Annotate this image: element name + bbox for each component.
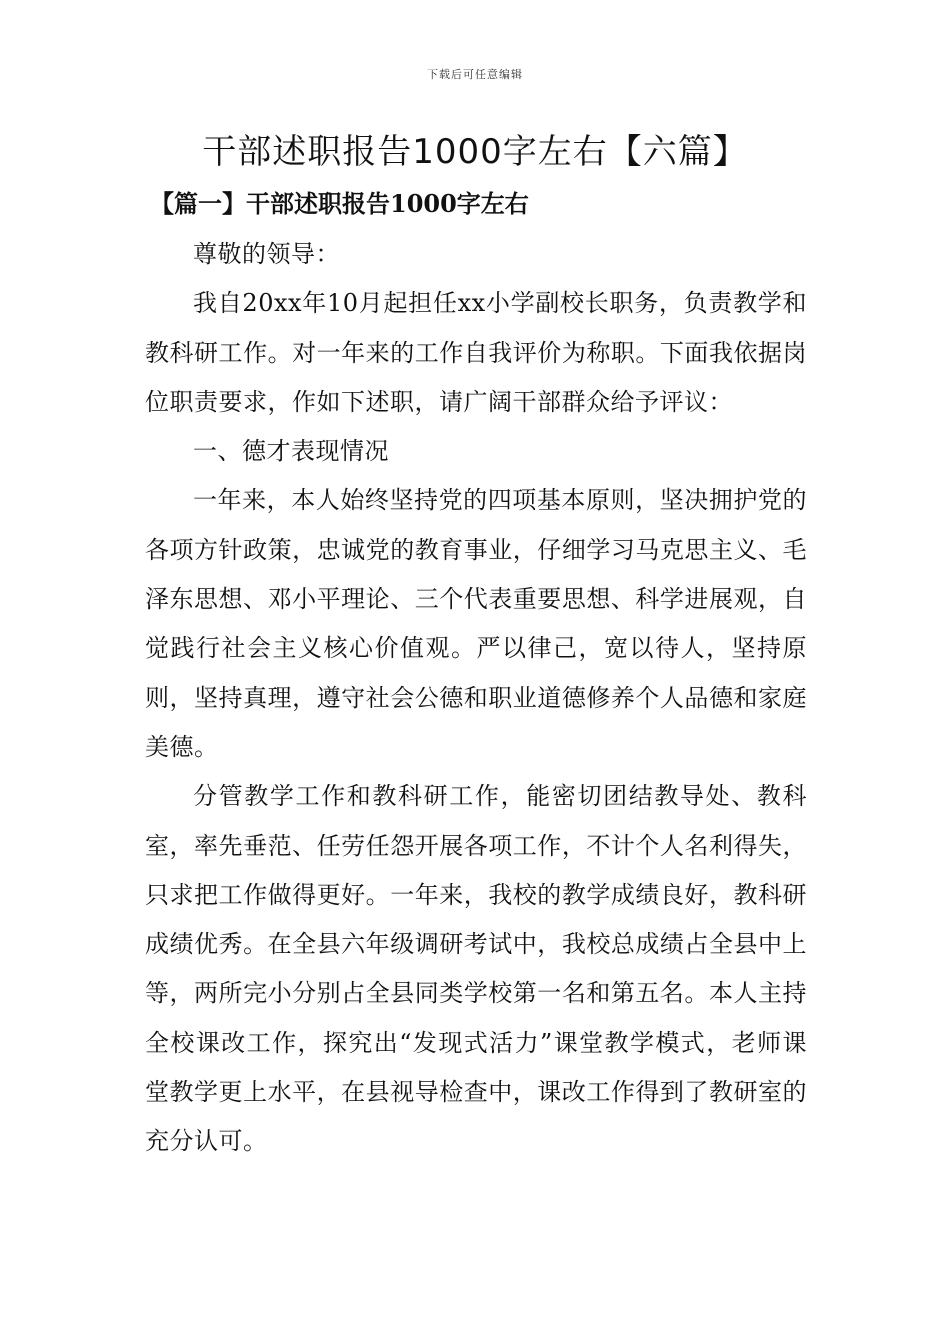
section-heading: 【篇一】干部述职报告1000字左右 [150,189,529,218]
salutation: 尊敬的领导： [193,240,340,268]
document-title: 干部述职报告1000字左右【六篇】 [202,132,748,172]
header-note: 下载后可任意编辑 [427,68,523,81]
subheading-character: 一、德才表现情况 [193,437,389,466]
paragraph-character: 一年来，本人始终坚持党的四项基本原则，坚决拥护党的各项方针政策，忠诚党的教育事业，仔细学习马克思主义、毛泽东思想、邓小平理论、三个代表重要思想、科学进展观，自觉践行社会主义核心价值观。严以律己，宽以待人，坚持原则，坚持真理，遵守社会公德和职业道德修养个人品德和家庭美德。 [145,486,807,761]
paragraph-work: 分管教学工作和教科研工作，能密切团结教导处、教科室，率先垂范、任劳任怨开展各项工作，不计个人名利得失，只求把工作做得更好。一年来，我校的教学成绩良好，教科研成绩优秀。在全县六年级调研考试中，我校总成绩占全县中上等，两所完小分别占全县同类学校第一名和第五名。本人主持全校课改工作，探究出“发现式活力”课堂教学模式，老师课堂教学更上水平，在县视导检查中，课改工作得到了教研室的充分认可。 [145,782,807,1156]
document-body [145,230,807,1167]
intro-paragraph: 我自20xx年10月起担任xx小学副校长职务，负责教学和教科研工作。对一年来的工作自我评价为称职。下面我依据岗位职责要求，作如下述职，请广阔干部群众给予评议： [145,289,807,416]
